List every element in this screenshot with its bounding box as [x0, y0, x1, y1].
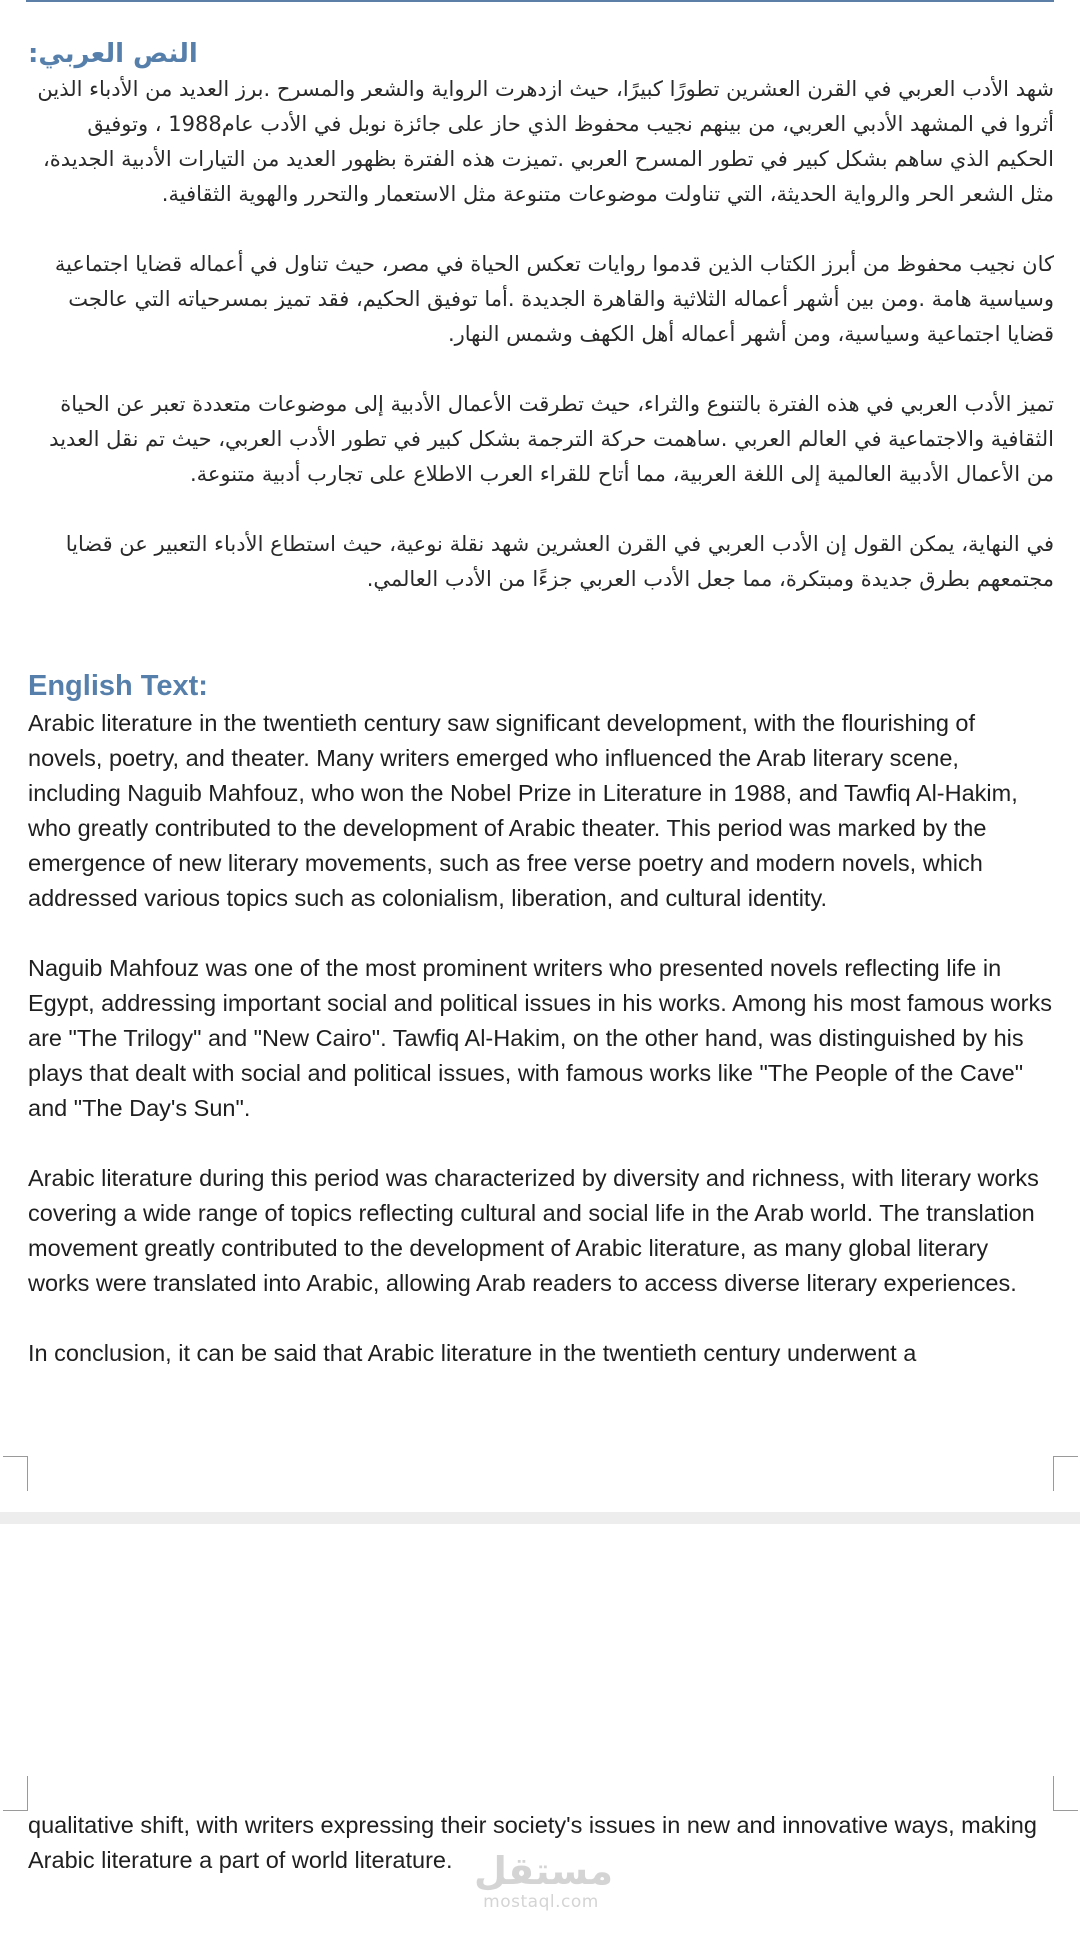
arabic-heading: النص العربي: — [28, 39, 198, 69]
arabic-paragraph-1: شهد الأدب العربي في القرن العشرين تطورًا كبيرًا، حيث ازدهرت الرواية والشعر والمسرح .برز العديد من الأدباء الذين أثروا في المشهد الأدبي العربي، من بينهم نجيب محفوظ الذي حاز على جائزة نوبل في الأدب عام1988 ، وتوفيق الحكيم الذي ساهم بشكل كبير في تطور المسرح العربي .تميزت هذه الفترة بظهور العديد من التيارات الأدبية الجديدة، مثل الشعر الحر والرواية الحديثة، التي تناولت موضوعات متنوعة مثل الاستعمار والتحرر والهوية الثقافية. — [37, 77, 1054, 206]
watermark-domain: mostaql.com — [483, 1892, 599, 1912]
english-paragraph-4-end: qualitative shift, with writers expressing their society's issues in new and innovative ways, making Arabic literature a part of world literature. — [28, 1812, 1037, 1873]
header-rule — [26, 0, 1054, 2]
crop-mark-top-left — [3, 1776, 28, 1811]
crop-mark-bottom-right — [1053, 1456, 1078, 1491]
english-paragraph-1: Arabic literature in the twentieth century saw significant development, with the flourishing of novels, poetry, and theater. Many writers emerged who influenced the Arab literary scene, including Naguib Mahfouz, who won the Nobel Prize in Literature in 1988, and Tawfiq Al-Hakim, who greatly contributed to the development of Arabic theater. This period was marked by the emergence of new literary movements, such as free verse poetry and modern novels, which addressed various topics such as colonialism, liberation, and cultural identity. — [28, 710, 1018, 911]
crop-mark-top-right — [1053, 1776, 1078, 1811]
arabic-paragraph-2: كان نجيب محفوظ من أبرز الكتاب الذين قدموا روايات تعكس الحياة في مصر، حيث تناول في أعماله قضايا اجتماعية وسياسية هامة .ومن بين أشهر أعماله الثلاثية والقاهرة الجديدة .أما توفيق الحكيم، فقد تميز بمسرحياته التي عالجت قضايا اجتماعية وسياسية، ومن أشهر أعماله أهل الكهف وشمس النهار. — [54, 252, 1054, 346]
arabic-paragraph-3: تميز الأدب العربي في هذه الفترة بالتنوع والثراء، حيث تطرقت الأعمال الأدبية إلى موضوعات متعددة تعبر عن الحياة الثقافية والاجتماعية في العالم العربي .ساهمت حركة الترجمة بشكل كبير في تطور الأدب العربي، حيث تم نقل العديد من الأعمال الأدبية العالمية إلى اللغة العربية، مما أتاح للقراء العرب الاطلاع على تجارب أدبية متنوعة. — [49, 392, 1054, 486]
crop-mark-bottom-left — [3, 1456, 28, 1491]
english-paragraph-4-start: In conclusion, it can be said that Arabic literature in the twentieth century underwent a — [28, 1340, 917, 1366]
english-section — [28, 666, 1054, 1371]
page-separator — [0, 1512, 1080, 1524]
english-heading: English Text: — [28, 670, 208, 702]
arabic-paragraph-4: في النهاية، يمكن القول إن الأدب العربي في القرن العشرين شهد نقلة نوعية، حيث استطاع الأدباء التعبير عن قضايا مجتمعهم بطرق جديدة ومبتكرة، مما جعل الأدب العربي جزءًا من الأدب العالمي. — [65, 532, 1054, 591]
watermark-logo-text: مستقل — [474, 1849, 613, 1893]
english-paragraph-3: Arabic literature during this period was characterized by diversity and richness, with literary works covering a wide range of topics reflecting cultural and social life in the Arab world. The translation movement greatly contributed to the development of Arabic literature, as many global literary works were translated into Arabic, allowing Arab readers to access diverse literary experiences. — [28, 1165, 1039, 1296]
watermark-logo — [474, 1849, 613, 1912]
english-paragraph-2: Naguib Mahfouz was one of the most prominent writers who presented novels reflecting life in Egypt, addressing important social and political issues in his works. Among his most famous works are "The Trilogy" and "New Cairo". Tawfiq Al-Hakim, on the other hand, was distinguished by his plays that dealt with social and political issues, with famous works like "The People of the Cave" and "The Day's Sun". — [28, 955, 1053, 1121]
arabic-section — [28, 36, 1054, 597]
